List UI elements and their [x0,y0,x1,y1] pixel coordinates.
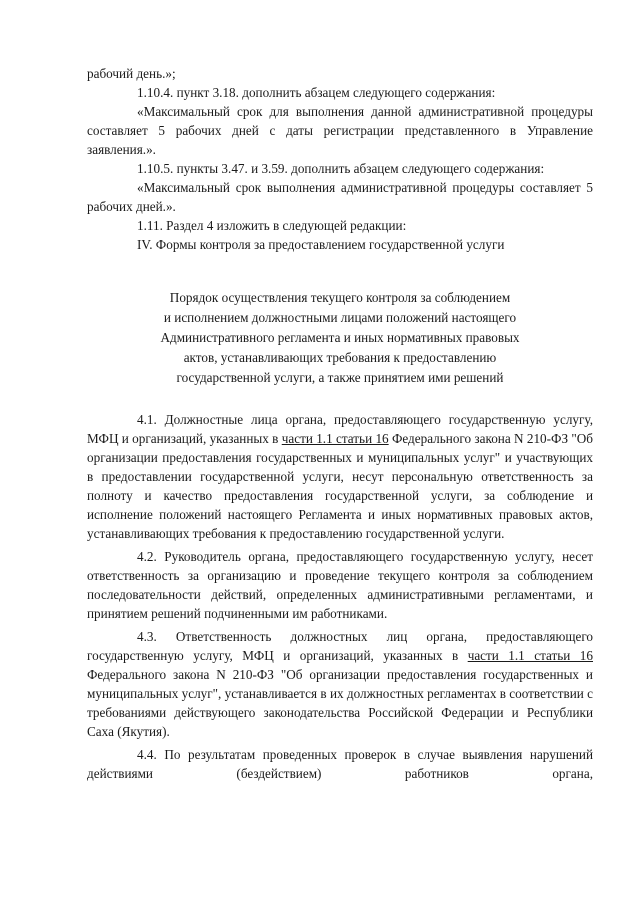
sub-heading-line: и исполнением должностными лицами положений настоящего [163,310,517,325]
law-reference-link[interactable]: части 1.1 статьи 16 [281,431,389,446]
law-reference-link[interactable]: части 1.1 статьи 16 [467,648,593,663]
paragraph-1-11: 1.11. Раздел 4 изложить в следующей редакции: [137,218,407,233]
paragraph-4-1-text-b: Федерального закона N 210-ФЗ "Об организации предоставления государственных и муниципальных услуг" и участвующих в предоставлении государственной услуги, несут персональную ответственность за полноту и качество предоставления государственной услуги, за соблюдение и исполнение положений настоящего Регламента и иных нормативных правовых актов, устанавливающих требования к предоставлению государственной услуги. [87,431,593,541]
paragraph-4-1-text-a: 4.1. Должностные лица органа, предоставляющего государственную услугу, МФЦ и организаций, указанных в [87,412,593,446]
section-title: IV. Формы контроля за предоставлением государственной услуги [137,237,505,252]
sub-heading-line: государственной услуги, а также принятием ими решений [176,370,504,385]
paragraph-4-3-text-b: Федерального закона N 210-ФЗ "Об организации предоставления государственных и муниципальных услуг", устанавливается в их должностных регламентах в соответствии с требованиями действующего законодательства Российской Федерации и Республики Саха (Якутия). [87,667,593,739]
paragraph-4-2: 4.2. Руководитель органа, предоставляющего государственную услугу, несет ответственность за организацию и проведение текущего контроля за соблюдением последовательности действий, определенных административными регламентами, и принятием решений подчиненными им работниками. [87,549,593,621]
paragraph-quote-2: «Максимальный срок выполнения административной процедуры составляет 5 рабочих дней.». [87,180,593,214]
paragraph-4-1 [87,410,593,543]
sub-heading-line: актов, устанавливающих требования к предоставлению [183,350,497,365]
paragraph-4-3 [87,627,593,741]
paragraph-4-3-text-a: 4.3. Ответственность должностных лиц органа, предоставляющего государственную услугу, МФЦ и организаций, указанных в [87,629,593,663]
sub-heading-line: Административного регламента и иных нормативных правовых [160,330,520,345]
document-body [87,64,593,783]
paragraph-1-10-5: 1.10.5. пункты 3.47. и 3.59. дополнить абзацем следующего содержания: [137,161,545,176]
paragraph-1-10-4: 1.10.4. пункт 3.18. дополнить абзацем следующего содержания: [137,85,496,100]
paragraph-intro-tail: рабочий день.»; [87,66,176,81]
sub-heading-line: Порядок осуществления текущего контроля за соблюдением [169,290,511,305]
sub-heading [87,288,593,388]
paragraph-4-4: 4.4. По результатам проведенных проверок в случае выявления нарушений действиями (бездействием) работников органа, [87,747,593,781]
paragraph-quote-1: «Максимальный срок для выполнения данной административной процедуры составляет 5 рабочих дней с даты регистрации представленного в Управление заявления.». [87,104,593,157]
